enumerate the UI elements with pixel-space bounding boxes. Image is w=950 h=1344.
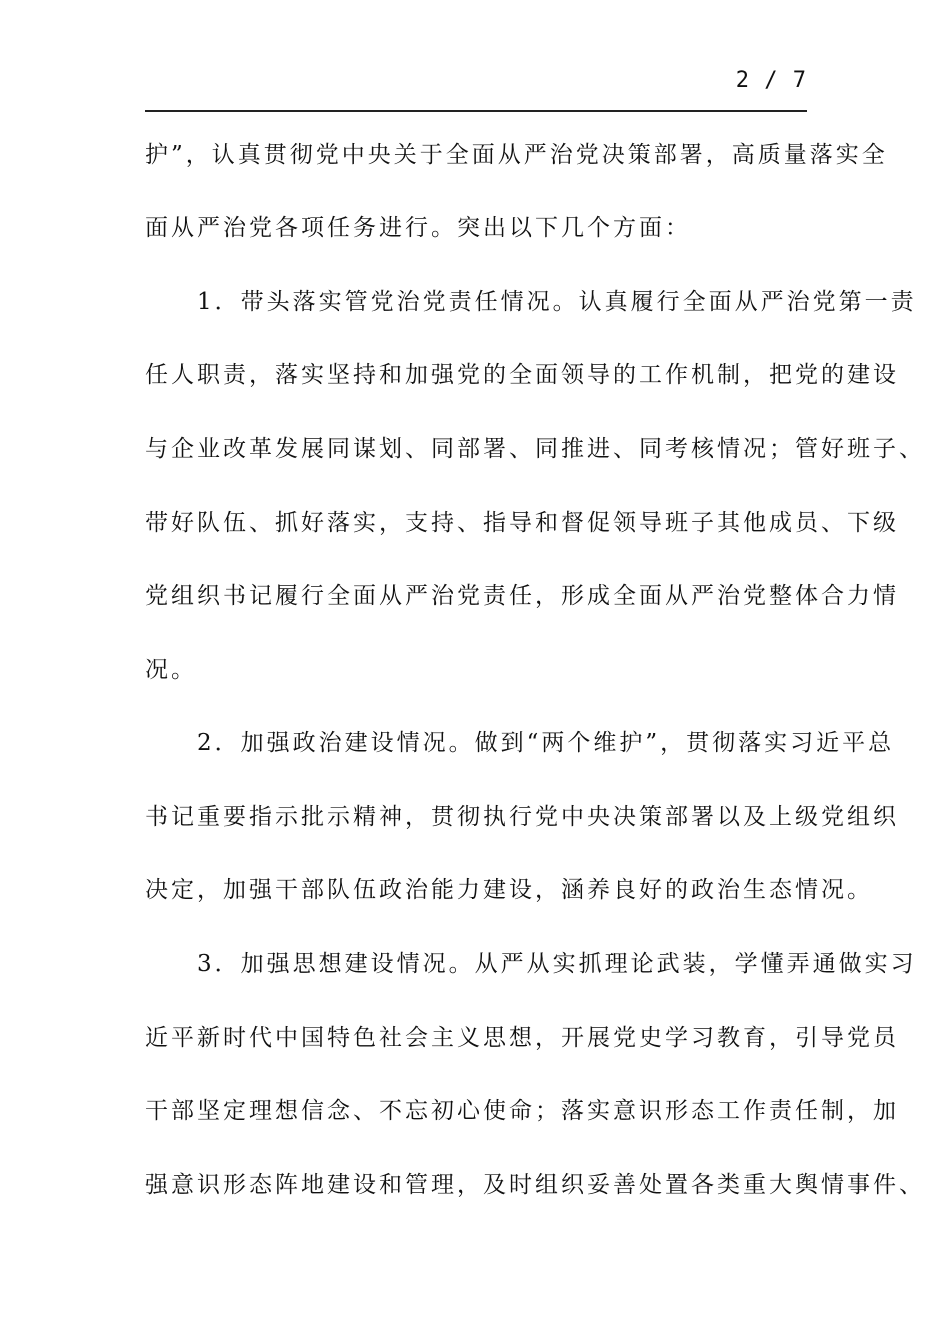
body-line: 强意识形态阵地建设和管理，及时组织妥善处置各类重大舆情事件、 [145, 1172, 925, 1198]
body-line: 干部坚定理想信念、不忘初心使命；落实意识形态工作责任制，加 [145, 1098, 899, 1124]
body-line: 况。 [145, 657, 197, 683]
body-line: 近平新时代中国特色社会主义思想，开展党史学习教育，引导党员 [145, 1025, 899, 1051]
body-line: 书记重要指示批示精神，贯彻执行党中央决策部署以及上级党组织 [145, 804, 899, 830]
body-line: 面从严治党各项任务进行。突出以下几个方面： [145, 215, 691, 241]
body-line: 与企业改革发展同谋划、同部署、同推进、同考核情况；管好班子、 [145, 436, 925, 462]
body-line: 1．带头落实管党治党责任情况。认真履行全面从严治党第一责 [145, 289, 917, 315]
page-number: 2 / 7 [735, 68, 807, 93]
body-line: 任人职责，落实坚持和加强党的全面领导的工作机制，把党的建设 [145, 362, 899, 388]
body-line: 带好队伍、抓好落实，支持、指导和督促领导班子其他成员、下级 [145, 510, 899, 536]
body-line: 2．加强政治建设情况。做到“两个维护”，贯彻落实习近平总 [145, 730, 895, 756]
body-line: 党组织书记履行全面从严治党责任，形成全面从严治党整体合力情 [145, 583, 899, 609]
body-line: 3．加强思想建设情况。从严从实抓理论武装，学懂弄通做实习 [145, 951, 917, 977]
header-rule [145, 110, 807, 112]
body-line: 护”，认真贯彻党中央关于全面从严治党决策部署，高质量落实全 [145, 142, 888, 168]
body-line: 决定，加强干部队伍政治能力建设，涵养良好的政治生态情况。 [145, 877, 873, 903]
